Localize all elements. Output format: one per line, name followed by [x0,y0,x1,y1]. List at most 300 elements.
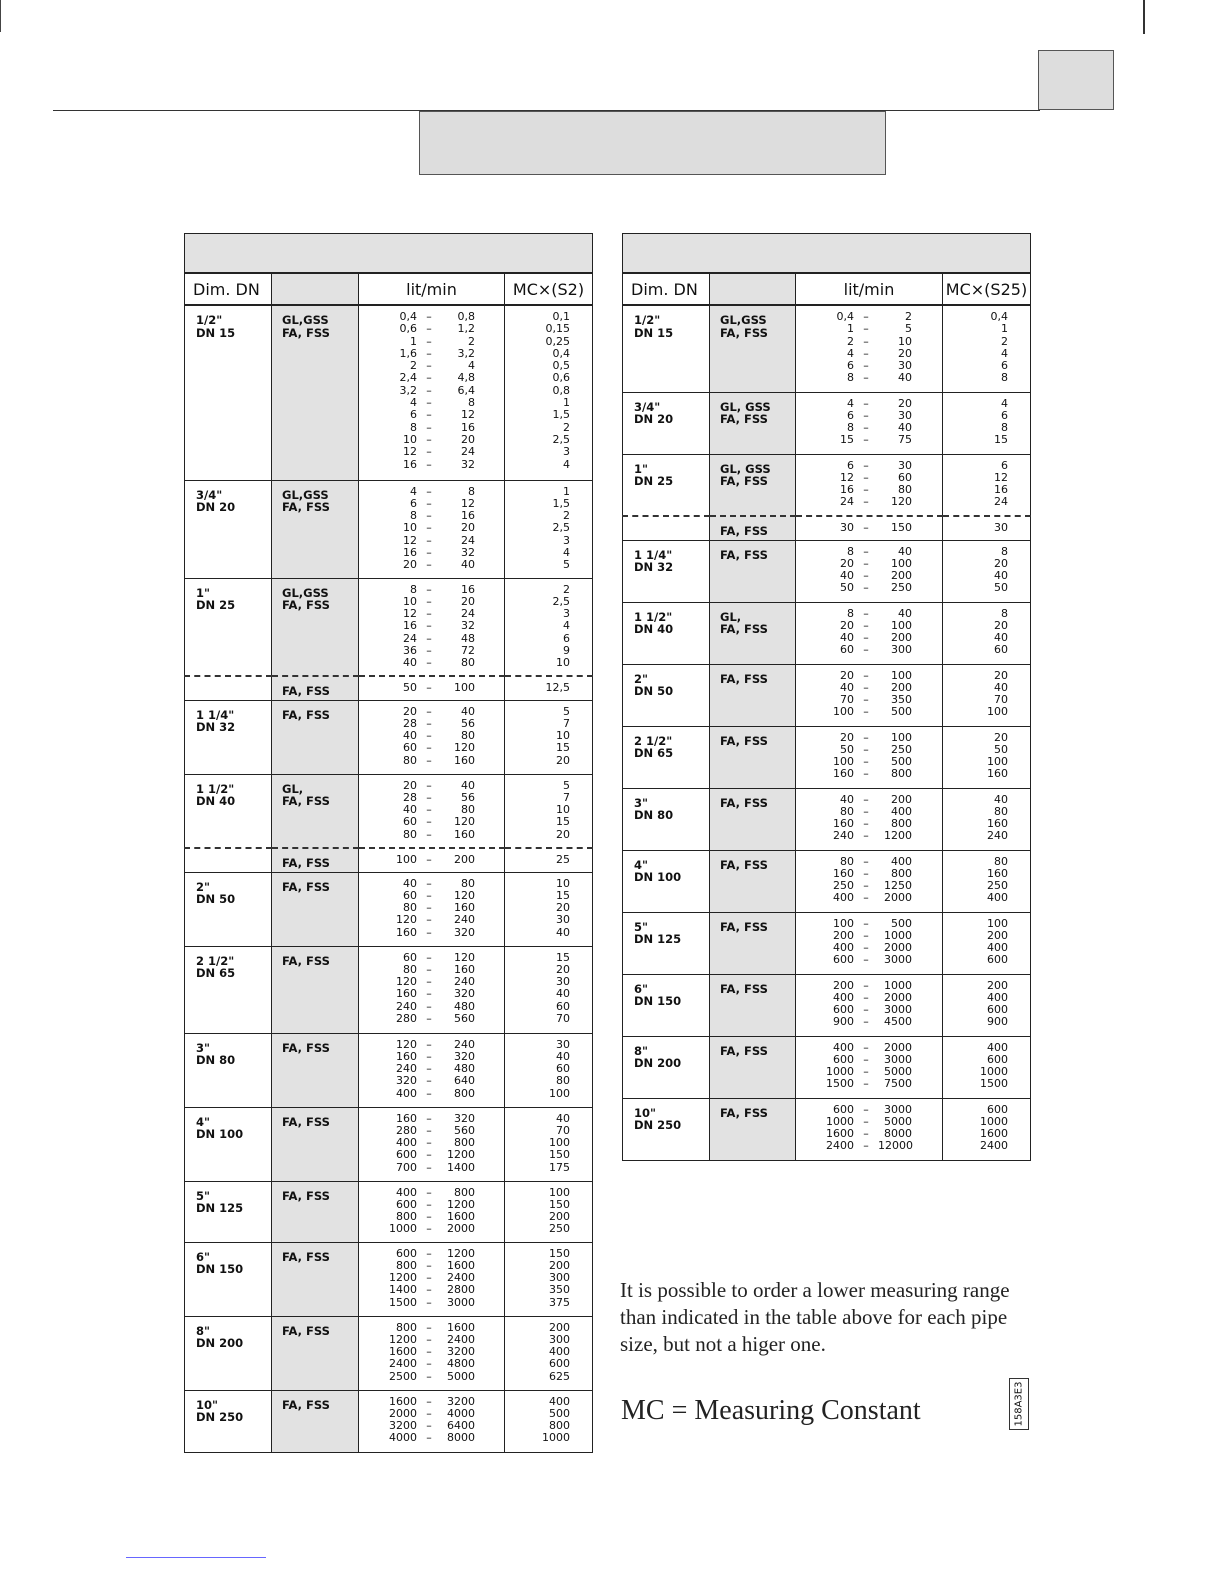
range-max: 8 [468,396,475,410]
range-max: 120 [454,815,475,829]
range-max: 40 [461,704,475,718]
mc-value: 1 [563,396,570,410]
mc-value: 150 [549,1246,570,1260]
range-max: 2000 [447,1222,475,1236]
dim-label: 1/2" DN 15 [634,313,674,340]
mc-value: 80 [556,1074,570,1088]
range-dash: – [426,656,432,670]
range-dash: – [426,346,432,360]
range-list [359,306,504,471]
range-min: 10 [403,594,417,608]
mc-value: 40 [556,925,570,939]
table-row [185,676,593,700]
table-row [623,912,1031,974]
range-dash: – [426,1345,432,1359]
range-min: 800 [396,1258,417,1272]
mc-value: 6 [1001,458,1008,472]
range-min: 400 [833,990,854,1004]
range-line [359,878,504,890]
range-min: 1200 [389,1332,417,1346]
range-dash: – [863,767,869,781]
range-max: 1250 [884,879,912,893]
range-min: 160 [396,987,417,1001]
range-line [796,336,942,348]
range-dash: – [426,558,432,572]
mc-cell [505,1033,593,1107]
mc-cell [943,392,1031,454]
dim-cell [185,1181,272,1242]
mc-value: 100 [987,755,1008,769]
range-min: 1200 [389,1271,417,1285]
range-dash: – [863,631,869,645]
mc-value: 3 [563,533,570,547]
mc-value: 400 [987,1040,1008,1054]
table-row [185,1181,593,1242]
mc-value: 20 [556,962,570,976]
range-dash: – [863,606,869,620]
range-dash: – [426,1074,432,1088]
mc-value: 24 [994,495,1008,509]
mc-list [943,306,1030,385]
mc-cell [943,726,1031,788]
range-dash: – [863,1003,869,1017]
mc-value: 40 [994,569,1008,583]
range-max: 0,8 [457,310,475,323]
mc-list [943,975,1030,1029]
mc-list [943,541,1030,595]
range-max: 3200 [447,1394,475,1408]
range-max: 4500 [884,1015,912,1029]
mc-value: 80 [994,854,1008,868]
material-cell [710,664,796,726]
range-dash: – [426,1136,432,1150]
range-dash: – [426,1210,432,1224]
range-line [796,496,942,508]
mc-cell [943,454,1031,516]
range-min: 160 [396,1111,417,1125]
range-note: It is possible to order a lower measuring range than indicated in the table above for each pipe size, but not a higer one. [620,1278,1010,1356]
range-min: 320 [396,1074,417,1088]
mc-value: 300 [549,1332,570,1346]
range-dash: – [863,804,869,818]
mc-cell [943,664,1031,726]
dim-label: 2 1/2" DN 65 [634,733,674,760]
mc-value: 2,5 [552,432,570,446]
mc-value: 2400 [980,1139,1008,1153]
mc-value: 40 [556,1111,570,1125]
range-min: 36 [403,643,417,657]
range-line [359,1371,504,1383]
material-label: FA, FSS [720,671,768,686]
material-cell [272,872,359,946]
range-min: 16 [840,483,854,497]
range-max: 240 [454,913,475,927]
range-dash: – [863,854,869,868]
range-dash: – [863,521,869,534]
range-max: 100 [891,618,912,632]
mc-value: 10 [556,803,570,817]
margin-mark-left [0,0,1,32]
range-min: 50 [840,581,854,595]
mc-list [943,1037,1030,1091]
dim-cell [623,1036,710,1098]
range-max: 2000 [884,941,912,955]
range-list [359,677,504,694]
mc-value: 4 [563,619,570,633]
range-min: 400 [833,891,854,905]
mc-value: 350 [549,1283,570,1297]
range-max: 80 [461,803,475,817]
range-max: 1000 [884,928,912,942]
range-max: 4800 [447,1357,475,1371]
range-dash: – [863,941,869,955]
range-dash: – [426,790,432,804]
range-line [359,780,504,792]
range-min: 1600 [389,1345,417,1359]
mc-list [943,455,1030,509]
range-min: 70 [840,693,854,707]
range-max: 200 [454,853,475,866]
material-label: GL, GSS FA, FSS [720,461,771,488]
mc-value: 25 [556,853,570,866]
mc-value: 400 [987,990,1008,1004]
range-line [796,930,942,942]
range-min: 60 [403,741,417,755]
range-dash: – [863,1040,869,1054]
table-row [623,602,1031,664]
material-cell [272,848,359,872]
table-band [623,234,1031,274]
dim-label: 8" DN 200 [634,1043,682,1070]
range-dash: – [426,716,432,730]
material-label: FA, FSS [282,1188,330,1203]
dim-label [185,677,271,685]
table-row [623,850,1031,912]
mc-value: 200 [987,928,1008,942]
mc-value: 100 [549,1136,570,1150]
range-min: 160 [396,1049,417,1063]
range-line [359,988,504,1000]
range-min: 16 [403,457,417,471]
dim-label [185,849,271,857]
mc-value: 40 [556,987,570,1001]
range-max: 20 [461,521,475,535]
header-material [710,273,796,305]
range-list [796,541,942,595]
mc-value: 2,5 [552,594,570,608]
material-cell [710,726,796,788]
range-max: 20 [461,432,475,446]
mc-list [505,1108,592,1174]
material-label: FA, FSS [720,547,768,562]
material-cell [710,540,796,602]
range-line [359,706,504,718]
range-max: 40 [898,544,912,558]
range-dash: – [426,803,432,817]
dim-cell [185,1107,272,1181]
material-label: FA, FSS [282,707,330,722]
dim-cell [185,1390,272,1452]
material-cell [272,305,359,480]
header-mc: MC×(S2) [505,273,593,305]
dim-cell [185,700,272,774]
range-min: 600 [833,1003,854,1017]
range-min: 80 [403,901,417,915]
range-min: 50 [403,681,417,694]
mc-value: 10 [556,656,570,670]
material-cell [272,1242,359,1316]
range-max: 800 [891,767,912,781]
range-max: 24 [461,607,475,621]
header-dim: Dim. DN [623,273,710,305]
range-max: 3000 [884,953,912,967]
range-max: 40 [898,606,912,620]
range-min: 40 [403,876,417,890]
mc-value: 1000 [980,1114,1008,1128]
range-max: 2 [905,310,912,323]
range-max: 3000 [884,1003,912,1017]
range-max: 32 [461,545,475,559]
mc-cell [505,700,593,774]
range-dash: – [426,1431,432,1445]
range-line [796,942,942,954]
mc-value: 10 [556,876,570,890]
dim-cell [623,1098,710,1160]
range-dash: – [426,359,432,373]
range-max: 12 [461,496,475,510]
mc-value: 6 [1001,359,1008,373]
range-dash: – [863,680,869,694]
table-band [185,234,593,274]
dim-cell [185,774,272,848]
range-min: 4000 [389,1431,417,1445]
material-cell [272,480,359,578]
mc-value: 6 [563,631,570,645]
range-max: 200 [891,792,912,806]
range-line [796,880,942,892]
mc-value: 250 [987,879,1008,893]
range-max: 3000 [447,1295,475,1309]
range-line [359,446,504,458]
mc-value: 1 [1001,322,1008,336]
range-min: 240 [396,999,417,1013]
range-dash: – [863,359,869,373]
range-dash: – [863,978,869,992]
range-dash: – [863,322,869,336]
dim-cell [623,850,710,912]
range-dash: – [426,1160,432,1174]
dim-label: 5" DN 125 [196,1188,244,1215]
mc-value: 50 [994,742,1008,756]
range-dash: – [426,484,432,498]
range-max: 80 [461,729,475,743]
table-row [623,1036,1031,1098]
range-dash: – [426,741,432,755]
range-min: 12 [403,445,417,459]
mc-value: 160 [987,866,1008,880]
range-line [796,398,942,410]
range-min: 6 [847,458,854,472]
range-line [796,323,942,335]
range-min: 1 [847,322,854,336]
table-row [623,540,1031,602]
range-cell [359,305,505,480]
mc-value: 20 [994,668,1008,682]
dim-label: 8" DN 200 [196,1323,244,1350]
range-max: 72 [461,643,475,657]
mc-value: 4 [563,545,570,559]
range-cell [359,578,505,676]
mc-value: 100 [549,1086,570,1100]
mc-value: 200 [549,1258,570,1272]
range-min: 1,6 [399,346,417,360]
range-max: 20 [461,594,475,608]
range-min: 20 [403,778,417,792]
range-dash: – [426,950,432,964]
range-cell [796,454,943,516]
dim-cell [185,305,272,480]
range-dash: – [863,866,869,880]
material-label: FA, FSS [720,1043,768,1058]
range-min: 3200 [389,1419,417,1433]
table-row [623,516,1031,540]
range-min: 1000 [826,1114,854,1128]
range-line [359,584,504,596]
range-line [359,1396,504,1408]
mc-value: 10 [556,729,570,743]
mc-value: 600 [549,1357,570,1371]
table-row [185,1242,593,1316]
mc-value: 0,4 [552,346,570,360]
range-max: 48 [461,631,475,645]
mc-cell [505,1242,593,1316]
mc-value: 1 [563,484,570,498]
range-max: 2 [468,334,475,348]
range-cell [359,946,505,1033]
mc-value: 1000 [542,1431,570,1445]
mc-cell [505,578,593,676]
range-line [359,1432,504,1444]
dim-label: 1 1/2" DN 40 [196,781,236,808]
dim-cell [185,676,272,700]
range-list [796,455,942,509]
table-row [185,578,593,676]
range-dash: – [426,681,432,694]
table-row [185,1033,593,1107]
range-max: 56 [461,716,475,730]
range-min: 8 [847,606,854,620]
range-dash: – [426,607,432,621]
range-dash: – [426,778,432,792]
mc-cell [943,602,1031,664]
range-max: 300 [891,643,912,657]
range-dash: – [426,1111,432,1125]
range-min: 60 [403,950,417,964]
mc-value: 100 [987,705,1008,719]
mc-value: 2 [563,582,570,596]
range-cell [796,788,943,850]
range-cell [796,516,943,540]
range-max: 240 [454,975,475,989]
range-dash: – [426,1246,432,1260]
mc-value: 70 [994,693,1008,707]
range-line [359,1162,504,1174]
range-line [359,742,504,754]
material-cell [710,392,796,454]
range-dash: – [863,371,869,385]
dim-cell [623,392,710,454]
range-dash: – [426,1357,432,1371]
mc-cell [943,305,1031,392]
range-cell [359,1390,505,1452]
range-min: 200 [833,978,854,992]
range-dash: – [863,544,869,558]
dim-label: 10" DN 250 [634,1105,682,1132]
mc-value: 0,1 [552,310,570,323]
range-list [359,1108,504,1174]
range-list [359,481,504,572]
range-line [796,756,942,768]
range-min: 600 [396,1148,417,1162]
range-max: 40 [898,421,912,435]
range-min: 2,4 [399,371,417,385]
mc-value: 900 [987,1015,1008,1029]
range-dash: – [863,1015,869,1029]
mc-list [943,789,1030,843]
range-min: 20 [840,668,854,682]
range-dash: – [426,1086,432,1100]
mc-value: 250 [549,1222,570,1236]
range-min: 40 [403,803,417,817]
table-row [623,454,1031,516]
range-max: 400 [891,854,912,868]
range-dash: – [426,876,432,890]
range-line [359,1113,504,1125]
mc-value: 4 [563,457,570,471]
range-min: 600 [833,1102,854,1116]
range-dash: – [426,1271,432,1285]
range-line [359,1322,504,1334]
range-min: 4 [410,484,417,498]
range-list [796,789,942,843]
range-min: 120 [396,1037,417,1051]
range-line [796,732,942,744]
range-max: 32 [461,619,475,633]
range-dash: – [426,975,432,989]
range-min: 6 [410,496,417,510]
range-min: 80 [840,804,854,818]
range-line [796,868,942,880]
dim-cell [623,540,710,602]
range-min: 80 [403,962,417,976]
range-min: 16 [403,619,417,633]
mc-value: 600 [987,1003,1008,1017]
mc-cell [943,850,1031,912]
material-label: GL, FA, FSS [282,781,330,808]
mc-value: 20 [994,618,1008,632]
range-list [796,517,942,534]
range-line [796,348,942,360]
range-dash: – [426,888,432,902]
range-dash: – [863,1114,869,1128]
range-min: 200 [833,928,854,942]
range-max: 4000 [447,1406,475,1420]
material-label: GL,GSS FA, FSS [282,313,330,340]
range-cell [796,664,943,726]
mc-value: 6 [1001,408,1008,422]
mc-cell [943,788,1031,850]
range-min: 10 [403,521,417,535]
